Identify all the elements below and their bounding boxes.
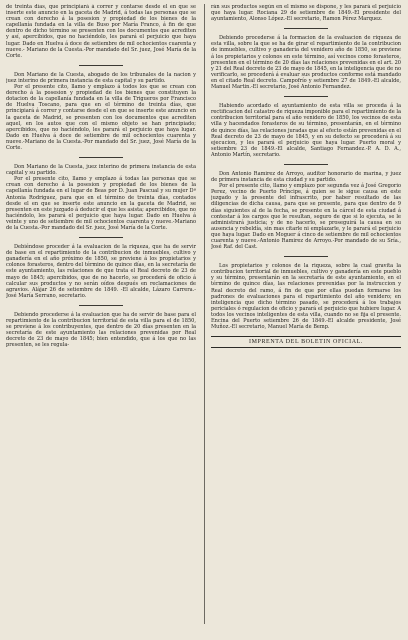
separator-line	[284, 164, 328, 165]
separator-line	[79, 237, 123, 238]
separator-line	[79, 65, 123, 66]
notice-rociana-end: rán sus productos según en el mismo se dispone, y les parará el perjuicio que haya lugar. Rociana 29 de setiembre de 1849.-El presidente del ayuntamiento, Alonso López.-El secretario, Ramon Pérez Marquez.	[211, 4, 401, 23]
separator-line	[79, 305, 123, 306]
notice-campofrio: Debiendo procederse á la formacion de la evaluacion de riqueza de esta villa, sobre la que se ha de girar el repartimiento de la contribucion de inmuebles, cultivo y ganadería del venidero año de 1850, se previene á los propietarios y colonos en este término, así vecinos como forasteros, presenten en el término de 20 días las relaciones prevenidas en el art. 20 y 21 del Real decreto de 23 de mayo de 1845, en la inteligencia que de no verificarlo, se procederá á evaluar sus productos conforme está mandado en el citado Real decreto. Campofrío y setiembre 27 de 1849.-El alcalde, Manuel Martin.-El secretario, José Antonio Fernandez.	[211, 35, 401, 91]
right-column	[211, 4, 401, 636]
separator-line	[284, 256, 328, 257]
notice-rociana-start: Debiendo procederse á la evaluacion que ha de servir de base para el repartimiento de la contribucion territorial de esta villa para el de 1850, se previene á los contribuyentes, que dentro de 20 días presenten en la secretaría de este ayuntamiento las relaciones prevenidas por Real decreto de 23 de mayo de 1845; bien entendido, que á los que no las presenten, se les regula-	[6, 311, 196, 349]
notice-capellania-beas: Por el presente cito, llamo y emplazo á todas las personas que se crean con derecho á la posesion y propiedad de los bienes de la capellanía fundada en el lugar de Beas por D. Juan Pascual y su mujer Dª Antonia Rodriguez, para que en el término de treinta días, contados desde el en que se inserte este anuncio en la gaceta de Madrid, se presenten en este juzgado á deducir el que les asista; apercibidos, que no haciéndolo, les parará el perjuicio que haya lugar. Dado en Huelva á veinte y uno de setiembre de mil ochocientos cuarenta y nueve.-Mariano de la Cuesta.-Por mandado del Sr. juez, José María de la Corte.	[6, 176, 196, 231]
left-column	[6, 4, 196, 636]
notice-alajar: Debiéndose proceder á la evaluacion de la riqueza, que ha de servir de base en el repartimiento de la contribucion de inmuebles, cultivo y ganadería en el año próximo de 1850, se previene á los propietarios y colonos forasteros, dentro del término de quince días, en la secretaría de este ayuntamiento, las relaciones de que trata el Real decreto de 23 de mayo de 1845; apercibidos, que de no hacerlo, se procederá de oficio á calcular sus productos y no serán oídos después en reclamaciones de agravios. Alájar 26 de setiembre de 1849. -El alcalde, Lázaro Carrera.-José María Serrano, secretario.	[6, 244, 196, 299]
notice-heading-cuesta: Don Mariano de la Cuesta, abogado de los tribunales de la nacion y juez interino de primera instancia de esta capital y su partido.	[6, 71, 196, 84]
notice-heading-cuesta-2: Don Mariano de la Cuesta, juez interino de primera instancia de esta capital y su partido.	[6, 164, 196, 177]
separator-line	[284, 96, 328, 97]
notice-capellania-trigueros: Por el presente cito, llamo y emplazo á todos los que se crean con derecho á la posesion y propiedad de los bienes que constituyen la dotacion de la capellanía fundada en la villa de Trigueros por Francisco de Huelva Toscano, para que en el término de treinta días, que principiará á correr y contarse desde el en que se inserte este anuncio en la gaceta de Madrid, se presenten con los documentos que acrediten aquel, en los autos que con el mismo objeto se han principiado; apercibidos, que no haciéndolo, les parará el perjuicio que haya lugar. Dado en Huelva á doce de setiembre de mil ochocientos cuarenta y nueve.-Mariano de la Cuesta.-Por mandado del Sr. juez, José María de la Corte.	[6, 84, 196, 151]
notice-moguer: Por el presente cito, llamo y emplazo por segunda vez á José Gregorio Perez, vecino de Puerto Príncipe, á quien se le sigue causa en este juzgado y la presente del infrascrito, por haber resultado de las diligencias de dicha causa, para que se presente, para que dentro de 9 días siguientes al de la fecha, se presente en la cárcel de esta ciudad á contestar á los cargos que le resultan, seguro de que si lo ejecuta, se le administrará justicia; y de no hacerlo, se proseguirá la causa en su ausencia y rebeldía, sin mas citarle ni emplazarle, y le parará el perjuicio que haya lugar. Dado en Moguer á cinco de setiembre de mil ochocientos cuarenta y nueve.-Antonio Ramirez de Arroyo.-Por mandado de su Sría., José Raf. del Cast.	[211, 183, 401, 251]
printer-footer: IMPRENTA DEL BOLETIN OFICIAL.	[211, 336, 401, 348]
notice-puerto-moral: Habiendo acordado el ayuntamiento de esta villa se proceda á la rectificacion del catastro de riqueza imponible para el repartimiento de la contribucion territorial para el año venidero de 1850, los vecinos de esta villa y hacendados forasteros de su término, presentarán, en el término de quince días, las relaciones juradas que al efecto están prevenidas en el Real decreto de 23 de mayo de 1845, y en su defecto se procederá á su ejecucion, y les parará el perjuicio que haya lugar. Puerto moral y setiembre 23 de 1849.-El alcalde, Santiago Fernandez.-P. A. D. A., Antonio Martín, secretario.	[211, 103, 401, 158]
separator-line	[284, 28, 328, 29]
notice-heading-ramirez: Don Antonio Ramirez de Arroyo, auditor honorario de marina, y juez de primera instancia de esta ciudad y su partido.	[211, 170, 401, 184]
column-divider	[204, 4, 205, 624]
notice-encina-del-puerto: Los propietarios y colonos de la riqueza, sobre la cual gravita la contribucion territorial de inmuebles, cultivo y ganadería en este pueblo y su término, presentarán en la secretaría de este ayuntamiento, en el término de quince días, las relaciones prevenidas por la instruccion y Real decreto del ramo, á fin de que por ellas puedan formarse los padrones de evaluaciones para el repartimiento del año venidero; en inteligencia que dicho término pasado, se procederá á los trabajos periciales ó regulacion de oficio y parará el perjuicio que hubiere lugar. A todos los vecinos inteligentes de esta villa, cuando no se fija el presente. Encina del Puerto setiembre 26 de 1849.-El alcalde presidente, José Muñoz.-El secretario, Manuel María de Bemp.	[211, 263, 401, 331]
notice-capellania-buso-end: de treinta días, que principiará á correr y contarse desde el en que se inserte este anuncio en la gaceta de Madrid, á todas las personas que se crean con derecho á la posesion y propiedad de los bienes de la capellanía fundada en la villa de Buso por María Franco, á fin de que dentro de dicho término se presenten con los documentos que acrediten y así, apercibidos, que no haciéndolo, les parará el perjuicio que haya lugar. Dado en Huelva á doce de setiembre de mil ochocientos cuarenta y nueve.- Mariano de la Cuesta.-Por mandado del Sr. juez, José María de la Corte.	[6, 4, 196, 59]
separator-line	[79, 157, 123, 158]
